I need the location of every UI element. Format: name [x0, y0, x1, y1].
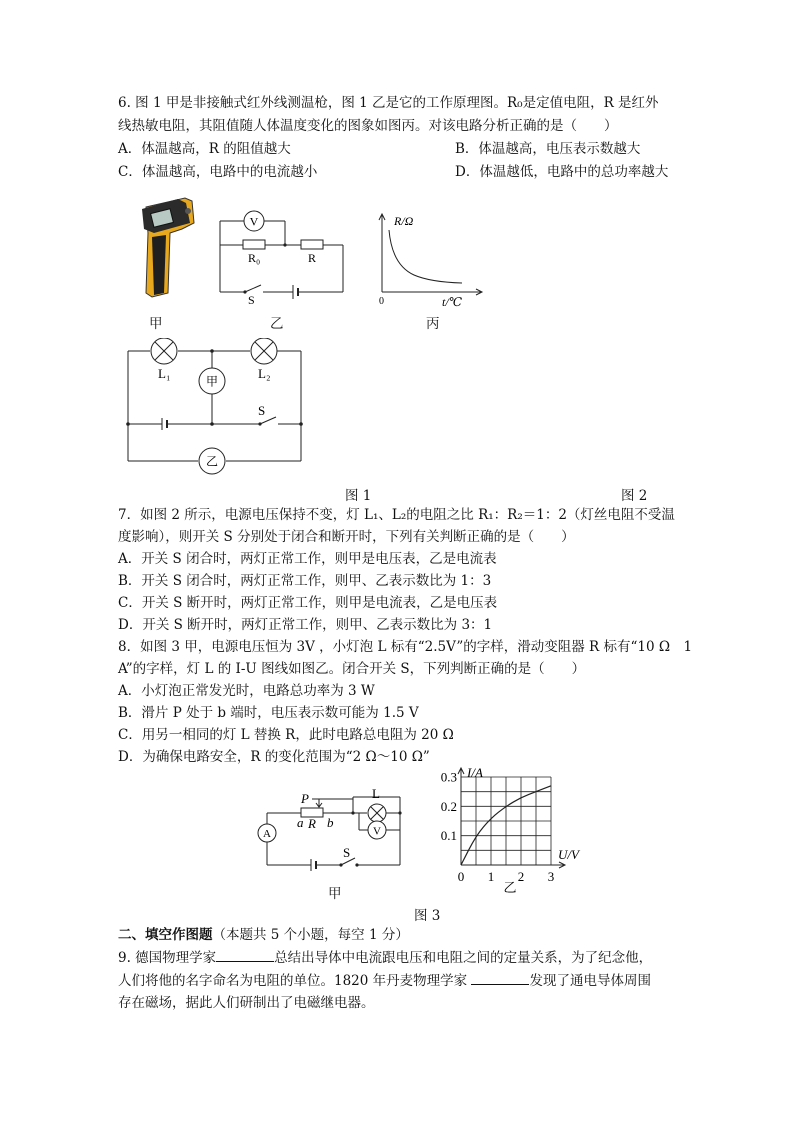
q6-option-b: B．体温越高，电压表示数越大 — [455, 141, 641, 157]
q8-option-b: B．滑片 P 处于 b 端时，电压表示数可能为 1.5 V — [118, 705, 419, 721]
iu-x-tick-label: 3 — [547, 869, 555, 884]
q7-line2: 度影响），则开关 S 分别处于闭合和断开时，下列有关判断正确的是（ ） — [118, 529, 575, 545]
q9-blank-1[interactable] — [216, 947, 274, 962]
fig3-r-label: R — [308, 816, 316, 831]
q9-line2-text: 人们将他的名字命名为电阻的单位。1820 年丹麦物理学家 — [118, 973, 472, 989]
q9-line1 — [118, 947, 652, 968]
fig1-x-axis-label: t/℃ — [442, 295, 463, 309]
fig2-l1-label: L₁ — [158, 366, 171, 381]
q8-line2: A”的字样，灯 L 的 I-U 图线如图乙。闭合开关 S，下列判断正确的是（ ） — [118, 661, 586, 677]
iu-y-tick-label: 0.3 — [440, 769, 457, 785]
iu-chart — [430, 758, 595, 893]
q7-option-b: B．开关 S 闭合时，两灯正常工作，则甲、乙表示数比为 1：3 — [118, 573, 492, 589]
fig3-caption: 图 3 — [414, 908, 441, 924]
fig3-lamp-label: L — [372, 786, 380, 801]
q8-option-c: C．用另一相同的灯 L 替换 R，此时电路总电阻为 20 Ω — [118, 727, 454, 743]
iu-x-label: U/V — [558, 847, 579, 862]
q9-line3: 存在磁场，据此人们研制出了电磁继电器。 — [118, 995, 375, 1011]
fig2-circuit — [120, 338, 310, 478]
fig2-meter-jia-label: 甲 — [205, 374, 219, 389]
section2-note: （本题共 5 个小题，每空 1 分） — [212, 927, 409, 943]
iu-x-tick-label: 0 — [457, 869, 465, 884]
fig3-switch-label: S — [343, 845, 351, 860]
section2-title — [118, 925, 409, 945]
iu-x-tick-label: 1 — [487, 869, 495, 884]
fig3-p-label: P — [301, 791, 309, 806]
q9-prefix: 9. 德国物理学家 — [118, 950, 217, 966]
fig1-circuit — [215, 205, 350, 305]
fig2-meter-yi-label: 乙 — [205, 454, 219, 469]
fig2-l2-label: L₂ — [258, 366, 271, 381]
fig1-voltmeter-label: V — [249, 214, 259, 229]
q7-option-a: A．开关 S 闭合时，两灯正常工作，则甲是电压表，乙是电流表 — [118, 551, 497, 567]
fig3-ammeter-label: A — [263, 828, 271, 840]
q6-option-a: A．体温越高，R 的阻值越大 — [118, 141, 291, 157]
fig3-voltmeter-label: V — [373, 825, 381, 838]
q9-line2 — [118, 970, 651, 991]
fig1-switch-label: S — [248, 293, 255, 305]
q8-line1: 8．如图 3 甲，电源电压恒为 3V ，小灯泡 L 标有“2.5V”的字样，滑动变阻器 R 标有“10 Ω 1 — [118, 639, 693, 655]
q8-option-a: A．小灯泡正常发光时，电路总功率为 3 W — [118, 683, 375, 699]
fig3-a-label: a — [297, 815, 304, 830]
thermometer-gun-image — [130, 193, 200, 303]
fig1-label-bing: 丙 — [426, 316, 440, 332]
iu-y-tick-label: 0.1 — [440, 828, 457, 844]
iu-y-tick-label: 0.2 — [440, 798, 457, 814]
q9-mid: 总结出导体中电流跟电压和电阻之间的定量关系，为了纪念他， — [274, 950, 653, 966]
fig1-origin-label: 0 — [379, 296, 384, 307]
fig1-label-yi: 乙 — [270, 316, 284, 332]
fig1-label-jia: 甲 — [149, 316, 163, 332]
q6-option-d: D．体温越低，电路中的总功率越大 — [455, 164, 669, 180]
fig1-y-axis-label: R/Ω — [394, 214, 414, 228]
q7-line1: 7．如图 2 所示，电源电压保持不变，灯 L₁、L₂的电阻之比 R₁：R₂＝1：2（灯丝电阻不受温 — [118, 507, 675, 523]
fig2-caption: 图 2 — [621, 488, 648, 504]
q9-end: 发现了通电导体周围 — [529, 973, 651, 989]
q6-option-c: C．体温越高，电路中的电流越小 — [118, 164, 318, 180]
q7-option-d: D．开关 S 断开时，两灯正常工作，则甲、乙表示数比为 3：1 — [118, 617, 493, 633]
fig3-circuit — [255, 785, 415, 890]
fig1-caption: 图 1 — [345, 488, 372, 504]
iu-panel-label: 乙 — [503, 880, 517, 893]
q6-line2: 线热敏电阻，其阻值随人体温度变化的图象如图丙。对该电路分析正确的是（ ） — [118, 118, 618, 134]
fig3-b-label: b — [327, 815, 334, 830]
iu-y-label: I/A — [467, 765, 483, 780]
fig1-r0-label: R₀ — [248, 251, 261, 265]
fig2-switch-label: S — [258, 403, 266, 418]
q8-option-d: D．为确保电路安全，R 的变化范围为“2 Ω～10 Ω” — [118, 749, 430, 765]
fig1-r-label: R — [308, 251, 317, 265]
fig1-graph — [370, 205, 490, 315]
section2-heading: 二、填空作图题 — [118, 927, 213, 943]
q7-option-c: C．开关 S 断开时，两灯正常工作，则甲是电流表，乙是电压表 — [118, 595, 498, 611]
iu-x-tick-label: 2 — [517, 869, 525, 884]
q6-line1: 6. 图 1 甲是非接触式红外线测温枪，图 1 乙是它的工作原理图。R₀是定值电阻，R 是红外 — [118, 95, 659, 111]
fig3-label-jia: 甲 — [328, 886, 342, 902]
q9-blank-2[interactable] — [471, 970, 529, 985]
